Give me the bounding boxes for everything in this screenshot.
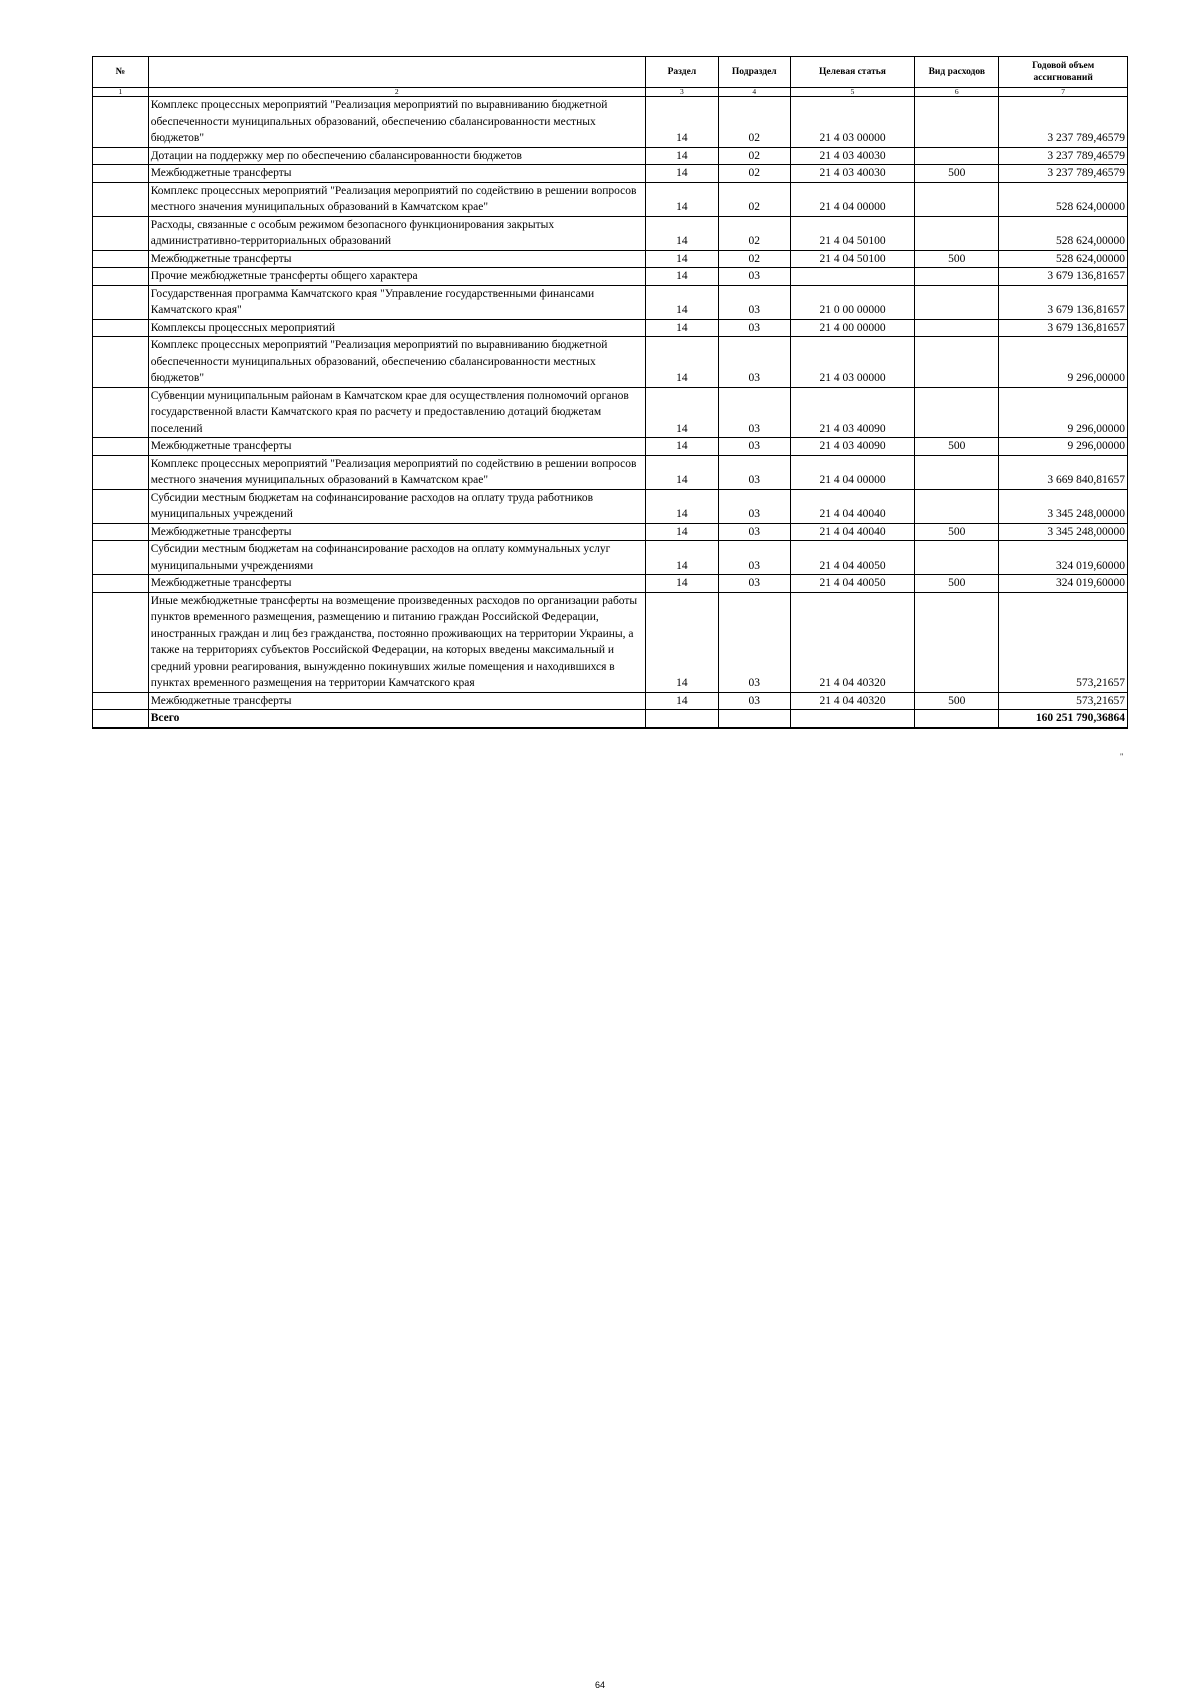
cell-podrazdel: 03	[718, 438, 790, 456]
header-razdel: Раздел	[645, 57, 718, 88]
cell-name: Дотации на поддержку мер по обеспечению сбалансированности бюджетов	[148, 147, 645, 165]
cell-name: Комплекс процессных мероприятий "Реализация мероприятий по содействию в решении вопросов местного значения муниципальных образований в Камчатском крае"	[148, 455, 645, 489]
cell-expense-type	[915, 319, 999, 337]
cell-razdel: 14	[645, 268, 718, 286]
page-number: 64	[594, 1680, 605, 1690]
table-body	[93, 97, 1128, 728]
cell-number	[93, 250, 149, 268]
table-row	[93, 523, 1128, 541]
cell-amount: 3 345 248,00000	[999, 489, 1128, 523]
cell-razdel: 14	[645, 541, 718, 575]
table-row	[93, 592, 1128, 692]
cell-target-article: 21 4 03 40090	[790, 387, 915, 438]
cell-name: Расходы, связанные с особым режимом безопасного функционирования закрытых административно-территориальных образований	[148, 216, 645, 250]
cell-name: Межбюджетные трансферты	[148, 575, 645, 593]
cell-number	[93, 710, 149, 728]
cell-number	[93, 268, 149, 286]
cell-number	[93, 216, 149, 250]
cell-amount: 573,21657	[999, 592, 1128, 692]
cell-name: Комплекс процессных мероприятий "Реализация мероприятий по выравниванию бюджетной обеспеченности муниципальных образований, обеспечению сбалансированности местных бюджетов"	[148, 337, 645, 388]
cell-razdel: 14	[645, 319, 718, 337]
cell-razdel: 14	[645, 97, 718, 148]
cell-number	[93, 592, 149, 692]
cell-podrazdel: 03	[718, 387, 790, 438]
cell-podrazdel: 03	[718, 592, 790, 692]
table-header-row	[93, 57, 1128, 88]
table-row	[93, 285, 1128, 319]
cell-podrazdel: 03	[718, 319, 790, 337]
cell-name: Комплекс процессных мероприятий "Реализация мероприятий по содействию в решении вопросов местного значения муниципальных образований в Камчатском крае"	[148, 182, 645, 216]
cell-podrazdel: 03	[718, 489, 790, 523]
cell-expense-type	[915, 182, 999, 216]
cell-razdel: 14	[645, 592, 718, 692]
cell-razdel: 14	[645, 523, 718, 541]
cell-podrazdel	[718, 710, 790, 728]
cell-target-article: 21 4 03 00000	[790, 97, 915, 148]
cell-name: Межбюджетные трансферты	[148, 250, 645, 268]
cell-amount: 9 296,00000	[999, 387, 1128, 438]
cell-number	[93, 387, 149, 438]
cell-podrazdel: 02	[718, 250, 790, 268]
cell-name: Субвенции муниципальным районам в Камчатском крае для осуществления полномочий органов государственной власти Камчатского края по расчету и предоставлению дотаций бюджетам поселений	[148, 387, 645, 438]
cell-razdel: 14	[645, 182, 718, 216]
table-row	[93, 455, 1128, 489]
cell-podrazdel: 02	[718, 147, 790, 165]
cell-target-article	[790, 710, 915, 728]
total-amount: 160 251 790,36864	[999, 710, 1128, 728]
cell-expense-type	[915, 97, 999, 148]
cell-number	[93, 97, 149, 148]
total-label: Всего	[148, 710, 645, 728]
cell-target-article: 21 4 04 40320	[790, 692, 915, 710]
cell-razdel: 14	[645, 285, 718, 319]
cell-amount: 3 679 136,81657	[999, 268, 1128, 286]
cell-number	[93, 337, 149, 388]
table-row	[93, 575, 1128, 593]
cell-amount: 3 669 840,81657	[999, 455, 1128, 489]
cell-amount: 3 237 789,46579	[999, 165, 1128, 183]
cell-target-article: 21 4 03 40090	[790, 438, 915, 456]
cell-number	[93, 165, 149, 183]
cell-number	[93, 489, 149, 523]
cell-razdel	[645, 710, 718, 728]
cell-target-article: 21 4 04 40050	[790, 541, 915, 575]
cell-expense-type	[915, 268, 999, 286]
cell-amount: 528 624,00000	[999, 250, 1128, 268]
cell-podrazdel: 02	[718, 216, 790, 250]
cell-podrazdel: 03	[718, 268, 790, 286]
table-row	[93, 147, 1128, 165]
cell-name: Межбюджетные трансферты	[148, 692, 645, 710]
cell-amount: 3 345 248,00000	[999, 523, 1128, 541]
cell-razdel: 14	[645, 575, 718, 593]
cell-target-article	[790, 268, 915, 286]
cell-razdel: 14	[645, 387, 718, 438]
table-row	[93, 250, 1128, 268]
cell-razdel: 14	[645, 216, 718, 250]
cell-number	[93, 319, 149, 337]
header-name	[148, 57, 645, 88]
budget-table-sheet	[92, 56, 1128, 729]
cell-number	[93, 455, 149, 489]
cell-razdel: 14	[645, 147, 718, 165]
cell-target-article: 21 4 04 40040	[790, 489, 915, 523]
cell-expense-type	[915, 541, 999, 575]
cell-name: Субсидии местным бюджетам на софинансирование расходов на оплату коммунальных услуг муниципальными учреждениями	[148, 541, 645, 575]
cell-podrazdel: 03	[718, 285, 790, 319]
cell-razdel: 14	[645, 438, 718, 456]
cell-target-article: 21 4 04 40320	[790, 592, 915, 692]
cell-name: Иные межбюджетные трансферты на возмещение произведенных расходов по организации работы пунктов временного размещения, размещению и питанию граждан Российской Федерации, иностранных граждан и лиц без гражданства, постоянно проживающих на территории Украины, а также на территориях субъектов Российской Федерации, на которых введены максимальный и средний уровни реагирования, вынужденно покинувших жилые помещения и находившихся в пунктах временного размещения на территории Камчатского края	[148, 592, 645, 692]
cell-target-article: 21 4 04 40050	[790, 575, 915, 593]
table-row	[93, 692, 1128, 710]
cell-number	[93, 182, 149, 216]
cell-expense-type	[915, 387, 999, 438]
cell-target-article: 21 4 03 40030	[790, 147, 915, 165]
cell-number	[93, 147, 149, 165]
cell-expense-type	[915, 147, 999, 165]
cell-target-article: 21 4 00 00000	[790, 319, 915, 337]
cell-name: Государственная программа Камчатского края "Управление государственными финансами Камчатского края"	[148, 285, 645, 319]
cell-amount: 3 679 136,81657	[999, 285, 1128, 319]
cell-expense-type: 500	[915, 165, 999, 183]
cell-target-article: 21 4 04 50100	[790, 250, 915, 268]
cell-expense-type	[915, 455, 999, 489]
cell-amount: 3 237 789,46579	[999, 97, 1128, 148]
cell-amount: 9 296,00000	[999, 337, 1128, 388]
cell-number	[93, 692, 149, 710]
cell-target-article: 21 4 04 00000	[790, 182, 915, 216]
cell-amount: 3 679 136,81657	[999, 319, 1128, 337]
cell-razdel: 14	[645, 455, 718, 489]
column-number: 2	[148, 88, 645, 97]
cell-expense-type: 500	[915, 575, 999, 593]
cell-number	[93, 541, 149, 575]
cell-podrazdel: 02	[718, 182, 790, 216]
header-expense-type: Вид расходов	[915, 57, 999, 88]
cell-podrazdel: 03	[718, 455, 790, 489]
cell-number	[93, 523, 149, 541]
cell-name: Межбюджетные трансферты	[148, 523, 645, 541]
cell-amount: 528 624,00000	[999, 216, 1128, 250]
table-row	[93, 182, 1128, 216]
table-row	[93, 387, 1128, 438]
table-row	[93, 541, 1128, 575]
cell-expense-type	[915, 489, 999, 523]
cell-target-article: 21 4 04 40040	[790, 523, 915, 541]
cell-name: Межбюджетные трансферты	[148, 438, 645, 456]
cell-amount: 3 237 789,46579	[999, 147, 1128, 165]
cell-number	[93, 438, 149, 456]
cell-podrazdel: 02	[718, 165, 790, 183]
budget-table	[92, 56, 1128, 729]
cell-amount: 9 296,00000	[999, 438, 1128, 456]
total-row	[93, 710, 1128, 728]
cell-name: Прочие межбюджетные трансферты общего характера	[148, 268, 645, 286]
cell-podrazdel: 03	[718, 337, 790, 388]
cell-name: Межбюджетные трансферты	[148, 165, 645, 183]
table-row	[93, 216, 1128, 250]
cell-amount: 324 019,60000	[999, 541, 1128, 575]
cell-razdel: 14	[645, 489, 718, 523]
cell-razdel: 14	[645, 337, 718, 388]
table-row	[93, 319, 1128, 337]
column-number-row	[93, 88, 1128, 97]
cell-expense-type	[915, 216, 999, 250]
table-row	[93, 268, 1128, 286]
cell-podrazdel: 02	[718, 97, 790, 148]
cell-podrazdel: 03	[718, 692, 790, 710]
table-row	[93, 165, 1128, 183]
cell-target-article: 21 0 00 00000	[790, 285, 915, 319]
header-number: №	[93, 57, 149, 88]
cell-razdel: 14	[645, 692, 718, 710]
table-row	[93, 438, 1128, 456]
cell-number	[93, 285, 149, 319]
cell-amount: 324 019,60000	[999, 575, 1128, 593]
table-row	[93, 97, 1128, 148]
cell-razdel: 14	[645, 250, 718, 268]
cell-amount: 573,21657	[999, 692, 1128, 710]
column-number: 6	[915, 88, 999, 97]
header-target-article: Целевая статья	[790, 57, 915, 88]
table-row	[93, 489, 1128, 523]
cell-expense-type: 500	[915, 523, 999, 541]
cell-expense-type	[915, 592, 999, 692]
cell-target-article: 21 4 03 00000	[790, 337, 915, 388]
column-number: 1	[93, 88, 149, 97]
table-row	[93, 337, 1128, 388]
cell-name: Комплекс процессных мероприятий "Реализация мероприятий по выравниванию бюджетной обеспеченности муниципальных образований, обеспечению сбалансированности местных бюджетов"	[148, 97, 645, 148]
cell-expense-type: 500	[915, 438, 999, 456]
cell-razdel: 14	[645, 165, 718, 183]
cell-name: Субсидии местным бюджетам на софинансирование расходов на оплату труда работников муниципальных учреждений	[148, 489, 645, 523]
cell-expense-type: 500	[915, 250, 999, 268]
cell-target-article: 21 4 03 40030	[790, 165, 915, 183]
cell-name: Комплексы процессных мероприятий	[148, 319, 645, 337]
cell-expense-type	[915, 337, 999, 388]
cell-expense-type: 500	[915, 692, 999, 710]
column-number: 7	[999, 88, 1128, 97]
column-number: 4	[718, 88, 790, 97]
cell-target-article: 21 4 04 00000	[790, 455, 915, 489]
column-number: 3	[645, 88, 718, 97]
cell-podrazdel: 03	[718, 575, 790, 593]
cell-podrazdel: 03	[718, 541, 790, 575]
header-annual-amount: Годовой объем ассигнований	[999, 57, 1128, 88]
cell-amount: 528 624,00000	[999, 182, 1128, 216]
cell-number	[93, 575, 149, 593]
closing-quote-mark: "	[1120, 752, 1124, 761]
cell-expense-type	[915, 710, 999, 728]
header-podrazdel: Подраздел	[718, 57, 790, 88]
cell-target-article: 21 4 04 50100	[790, 216, 915, 250]
cell-expense-type	[915, 285, 999, 319]
column-number: 5	[790, 88, 915, 97]
cell-podrazdel: 03	[718, 523, 790, 541]
